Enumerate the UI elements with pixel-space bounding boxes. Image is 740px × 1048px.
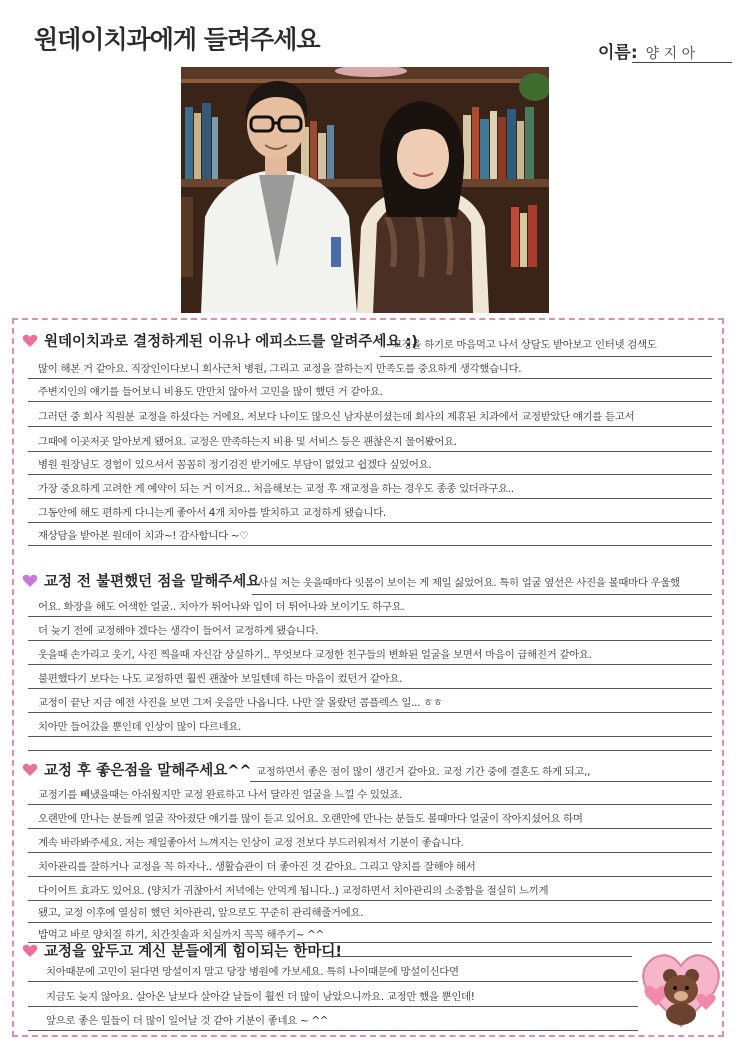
answer-line: 지금도 늦지 않아요. 살아온 날보다 살아갈 날들이 훨씬 더 많이 남았으니까요. 교정만 했을 뿐인데! bbox=[46, 991, 475, 1003]
heart-icon bbox=[22, 574, 38, 588]
answer-line: 그동안에 해도 편하게 다니는게 좋아서 4개 치아를 발치하고 교정하게 됐습니다. bbox=[38, 507, 386, 519]
answer-rule bbox=[28, 522, 712, 523]
answer-line: 병원 원장님도 경험이 있으셔서 꼼꼼히 정기검진 받기에도 부담이 없었고 쉽겠다 싶었어요. bbox=[38, 459, 432, 471]
answer-rule bbox=[28, 876, 712, 877]
answer-line: 많이 해본 거 같아요. 직장인이다보니 회사근처 병원, 그리고 교정을 잘하는지 만족도를 중요하게 생각했습니다. bbox=[38, 363, 522, 375]
answer-rule bbox=[380, 356, 712, 357]
section-question bbox=[22, 759, 252, 780]
answer-line: 치아때문에 고민이 된다면 망설이지 말고 당장 병원에 가보세요. 특히 나이때문에 망설이신다면 bbox=[46, 966, 459, 978]
answer-rule bbox=[250, 781, 712, 782]
answer-line: 그때에 이곳저곳 알아보게 됐어요. 교정은 만족하는지 비용 및 서비스 등은 괜찮은지 물어봤어요. bbox=[38, 436, 457, 448]
answer-line: 계속 바라봐주세요. 저는 제일좋아서 느껴지는 인상이 교정 전보다 부드러워져서 기분이 좋습니다. bbox=[38, 837, 464, 849]
answer-rule bbox=[28, 750, 712, 751]
answer-line: 교정을 하기로 마음먹고 나서 상담도 받아보고 인터넷 검색도 bbox=[392, 339, 657, 351]
answer-rule bbox=[28, 616, 712, 617]
answer-rule bbox=[28, 378, 712, 379]
answer-rule bbox=[28, 426, 712, 427]
answer-rule bbox=[28, 640, 712, 641]
answer-line: 그러던 중 회사 직원분 교정을 하셨다는 거에요. 저보다 나이도 많으신 남자분이셨는데 회사의 제휴된 치과에서 교정받았단 얘기를 듣고서 bbox=[38, 411, 635, 423]
answer-line: 교정하면서 좋은 점이 많이 생긴거 같아요. 교정 기간 중에 결혼도 하게 되고,, bbox=[256, 766, 591, 778]
answer-line: 오랜만에 만나는 분들께 얼굴 작아졌단 얘기를 많이 듣고 있어요. 오랜만에 만나는 분들도 볼때마다 얼굴이 작아지셨어요 하며 bbox=[38, 813, 583, 825]
section-question bbox=[22, 330, 418, 351]
answer-rule bbox=[28, 451, 712, 452]
name-label: 이름: bbox=[598, 43, 638, 63]
answer-rule bbox=[28, 688, 712, 689]
answer-rule bbox=[28, 712, 712, 713]
answer-rule bbox=[28, 828, 712, 829]
answer-rule bbox=[28, 1030, 638, 1031]
answer-rule bbox=[28, 981, 638, 982]
answer-rule bbox=[28, 922, 712, 923]
answer-line: 불편했다기 보다는 나도 교정하면 훨씬 괜찮아 보일텐데 하는 마음이 컸던거 같아요. bbox=[38, 673, 403, 685]
answer-line: 가장 중요하게 고려한 게 예약이 되는 거 이거요.. 처음해보는 교정 후 재교정을 하는 경우도 종종 있더라구요.. bbox=[38, 483, 514, 495]
photo-illustration bbox=[181, 67, 549, 313]
page-title: 원데이치과에게 들려주세요 bbox=[34, 25, 320, 54]
answer-rule bbox=[28, 900, 712, 901]
question-text: 교정을 앞두고 계신 분들에게 힘이되는 한마디! bbox=[44, 944, 342, 960]
name-field bbox=[598, 38, 730, 63]
name-underline bbox=[632, 62, 732, 63]
answer-rule bbox=[28, 498, 712, 499]
heart-icon bbox=[22, 763, 38, 777]
question-text: 교정 후 좋은점을 말해주세요^^ bbox=[44, 763, 252, 779]
answer-rule bbox=[28, 804, 712, 805]
answer-rule bbox=[28, 664, 712, 665]
question-text: 교정 전 불편했던 점을 말해주세요 bbox=[44, 574, 261, 590]
answer-line: 밥먹고 바로 양치질 하기, 치간칫솔과 치실까지 꼭꼭 해주기~ ^^ bbox=[38, 929, 324, 941]
answer-rule bbox=[322, 956, 632, 957]
answer-line: 어요. 화장을 해도 어색한 얼굴.. 치아가 튀어나와 입이 더 튀어나와 보이기도 하구요. bbox=[38, 601, 405, 613]
bear-heart-icon bbox=[642, 940, 720, 1030]
answer-line: 치아관리를 잘하거나 교정을 꼭 하자나.. 생활습관이 더 좋아진 것 같아요. 그리고 양치를 잘해야 해서 bbox=[38, 861, 476, 873]
photo bbox=[181, 67, 549, 313]
section-question bbox=[22, 940, 342, 961]
answer-line: 재상담을 받아본 원데이 치과~! 감사합니다 ~♡ bbox=[38, 530, 249, 542]
heart-icon bbox=[22, 944, 38, 958]
answer-line: 됐고, 교정 이후에 열심히 했던 치아관리, 앞으로도 꾸준히 관리해줄거에요. bbox=[38, 907, 364, 919]
answer-line: 치아만 들어갔을 뿐인데 인상이 많이 다르네요. bbox=[38, 721, 242, 733]
answer-line: 더 늦기 전에 교정해야 겠다는 생각이 들어서 교정하게 됐습니다. bbox=[38, 625, 319, 637]
answer-line: 웃을때 손가리고 웃기, 사진 찍을때 자신감 상실하기.. 무엇보다 교정한 친구들의 변화된 얼굴을 보면서 마음이 급해진거 같아요. bbox=[38, 649, 592, 661]
answer-line: 교정기를 빼냈을때는 아쉬웠지만 교정 완료하고 나서 달라진 얼굴을 느낄 수 있었죠. bbox=[38, 789, 403, 801]
answer-rule bbox=[28, 545, 712, 546]
answer-rule bbox=[28, 1006, 638, 1007]
answer-line: 다이어트 효과도 있어요. (양치가 귀찮아서 저녁에는 안먹게 됩니다..) 교정하면서 치아관리의 소중함을 절실히 느끼게 bbox=[38, 885, 549, 897]
answer-rule bbox=[28, 736, 712, 737]
section-question bbox=[22, 570, 260, 591]
answer-line: 주변지인의 얘기를 들어보니 비용도 만만치 않아서 고민을 많이 했던 거 같아요. bbox=[38, 386, 383, 398]
answer-rule bbox=[28, 401, 712, 402]
answer-line: 앞으로 좋은 일들이 더 많이 일어날 것 같아 기분이 좋네요 ~ ^^ bbox=[46, 1015, 329, 1027]
answer-line: 교정이 끝난 지금 예전 사진을 보면 그저 웃음만 나옵니다. 나만 잘 몰랐던 콤플렉스 일... ㅎㅎ bbox=[38, 697, 443, 709]
answer-rule bbox=[28, 474, 712, 475]
question-text: 원데이치과로 결정하게된 이유나 에피소드를 알려주세요 :) bbox=[44, 334, 418, 350]
answer-rule bbox=[252, 594, 712, 595]
heart-icon bbox=[22, 334, 38, 348]
answer-rule bbox=[28, 852, 712, 853]
answer-line: 사실 저는 웃을때마다 잇몸이 보이는 게 제일 싫었어요. 특히 얼굴 옆선은 사진을 볼때마다 우울했 bbox=[258, 577, 680, 589]
name-value: 양 지 아 bbox=[645, 46, 696, 62]
